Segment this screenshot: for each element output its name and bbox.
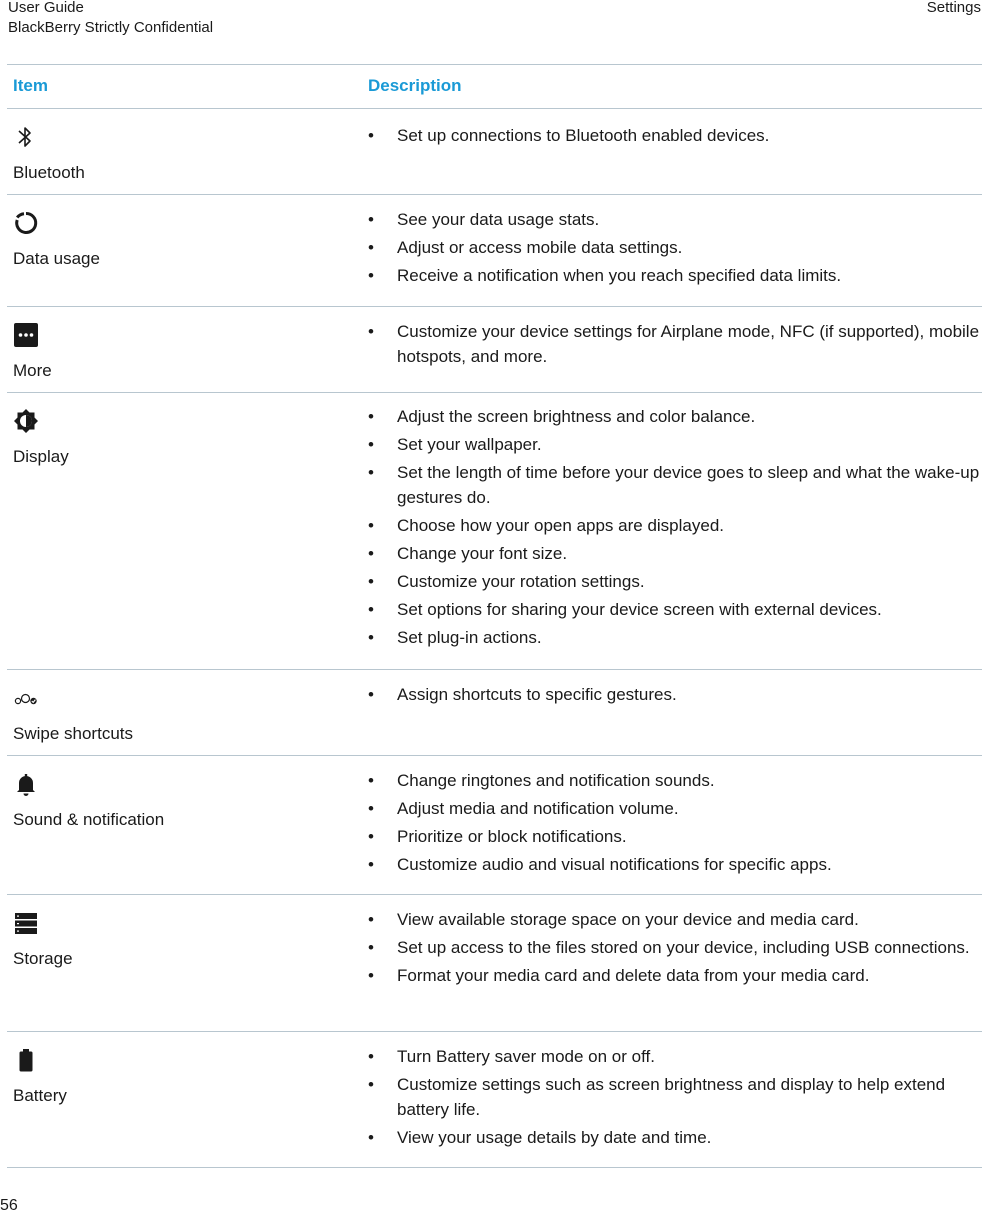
column-header-item: Item: [13, 76, 48, 95]
list-item: • Assign shortcuts to specific gestures.: [368, 682, 980, 707]
list-item: • Set plug-in actions.: [368, 625, 980, 650]
guide-title: User Guide: [8, 0, 84, 16]
item-label: Swipe shortcuts: [13, 724, 133, 743]
table-row: [7, 1032, 982, 1168]
list-item: • Adjust the screen brightness and color balance.: [368, 404, 980, 429]
more-icon: [13, 322, 43, 352]
list-item: • Adjust media and notification volume.: [368, 796, 980, 821]
description-list: [368, 768, 980, 877]
description-list: [368, 1044, 980, 1150]
item-label: Display: [13, 447, 69, 466]
table-row: [7, 109, 982, 195]
list-item: • See your data usage stats.: [368, 207, 980, 232]
list-item: • Set up access to the files stored on your device, including USB connections.: [368, 935, 980, 960]
description-list: [368, 319, 980, 369]
column-header-description: Description: [368, 76, 462, 95]
list-item: • Customize your device settings for Airplane mode, NFC (if supported), mobile hotspots, and more.: [368, 319, 980, 369]
battery-icon: [13, 1047, 43, 1077]
list-item: • Turn Battery saver mode on or off.: [368, 1044, 980, 1069]
list-item: • View available storage space on your device and media card.: [368, 907, 980, 932]
list-item: • Set options for sharing your device screen with external devices.: [368, 597, 980, 622]
description-list: [368, 404, 980, 650]
list-item: • Set your wallpaper.: [368, 432, 980, 457]
list-item: • Customize settings such as screen brightness and display to help extend battery life.: [368, 1072, 980, 1122]
list-item: • Receive a notification when you reach specified data limits.: [368, 263, 980, 288]
page-header-left: [8, 0, 213, 38]
display-icon: [13, 408, 43, 438]
bluetooth-icon: [13, 124, 43, 154]
item-label: Battery: [13, 1086, 67, 1105]
table-header: [7, 64, 982, 109]
list-item: • View your usage details by date and time.: [368, 1125, 980, 1150]
page-number: 56: [0, 1197, 18, 1214]
description-list: [368, 682, 980, 707]
table-row: [7, 895, 982, 1032]
item-label: Storage: [13, 949, 73, 968]
table-row: [7, 307, 982, 393]
table-row: [7, 195, 982, 307]
confidentiality-note: BlackBerry Strictly Confidential: [8, 19, 214, 36]
table-row: [7, 670, 982, 756]
list-item: • Change ringtones and notification sounds.: [368, 768, 980, 793]
settings-table: [7, 64, 982, 1168]
description-list: [368, 907, 980, 988]
list-item: • Format your media card and delete data from your media card.: [368, 963, 980, 988]
bell-icon: [13, 771, 43, 801]
list-item: • Adjust or access mobile data settings.: [368, 235, 980, 260]
description-list: [368, 207, 980, 288]
item-label: Sound & notification: [13, 810, 165, 829]
list-item: • Choose how your open apps are displayed.: [368, 513, 980, 538]
table-row: [7, 756, 982, 895]
list-item: • Change your font size.: [368, 541, 980, 566]
swipe-shortcuts-icon: [13, 685, 43, 715]
storage-icon: [13, 910, 43, 940]
item-label: Data usage: [13, 249, 100, 268]
list-item: • Set up connections to Bluetooth enabled devices.: [368, 123, 980, 148]
list-item: • Set the length of time before your device goes to sleep and what the wake-up gestures do.: [368, 460, 980, 510]
section-title: Settings: [926, 0, 981, 16]
description-list: [368, 123, 980, 148]
item-label: Bluetooth: [13, 163, 85, 182]
list-item: • Customize your rotation settings.: [368, 569, 980, 594]
item-label: More: [13, 361, 52, 380]
list-item: • Prioritize or block notifications.: [368, 824, 980, 849]
list-item: • Customize audio and visual notifications for specific apps.: [368, 852, 980, 877]
table-row: [7, 393, 982, 670]
data-usage-icon: [13, 210, 43, 240]
